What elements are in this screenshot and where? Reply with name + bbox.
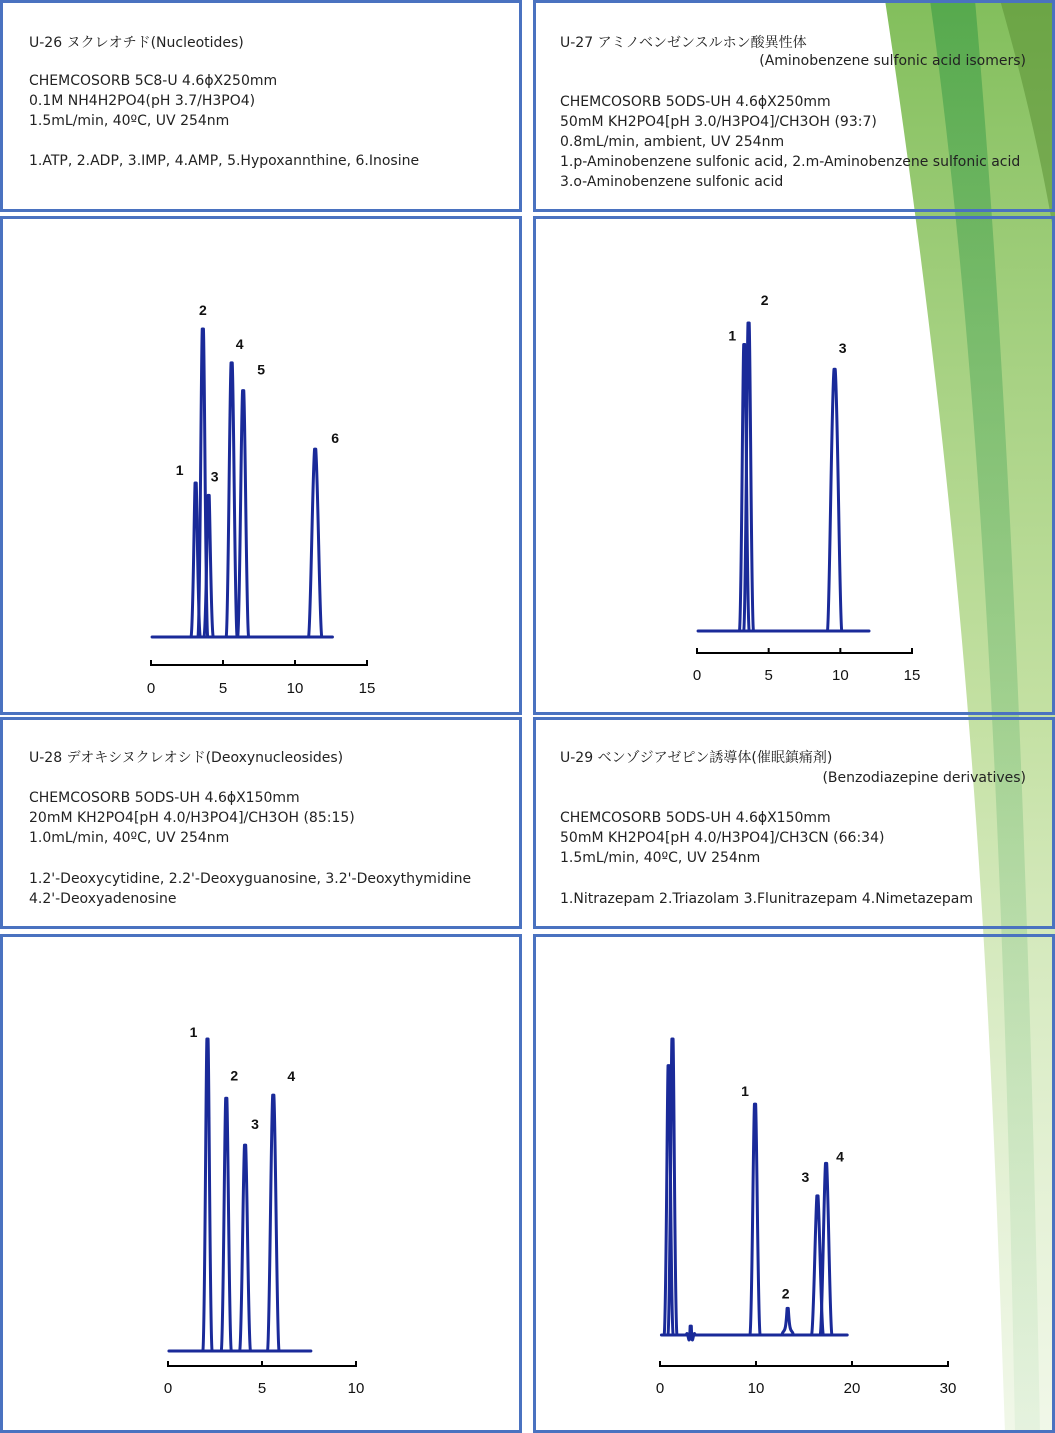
peak-label: 3 <box>801 1168 810 1185</box>
column-spec: CHEMCOSORB 5ODS-UH 4.6ϕX150mm <box>29 790 300 806</box>
x-tick-label: 10 <box>347 1380 365 1397</box>
peak-label: 6 <box>331 430 340 447</box>
peak-list: 1.Nitrazepam 2.Triazolam 3.Flunitrazepam 4.Nimetazepam <box>560 891 973 907</box>
chart-panel-u26 <box>0 216 522 715</box>
chart-panel-u28 <box>0 934 522 1433</box>
peak-label: 2 <box>760 292 769 308</box>
peak-2 <box>782 1308 794 1335</box>
info-panel-u28 <box>0 717 522 929</box>
x-tick-label: 5 <box>257 1380 267 1397</box>
panel-subtitle: (Benzodiazepine derivatives) <box>822 770 1026 786</box>
peak-label: 1 <box>728 327 737 344</box>
peak-6 <box>309 449 322 637</box>
info-panel-u26 <box>0 0 522 212</box>
peak-4 <box>226 363 237 637</box>
peak-label: 4 <box>836 1148 844 1165</box>
x-tick-label: 5 <box>764 667 773 684</box>
peak-unlabeled-2 <box>686 1326 695 1340</box>
chromatogram-u27 <box>536 219 1052 712</box>
chromatogram-u29 <box>536 937 1052 1430</box>
peak-1 <box>203 1039 212 1351</box>
conditions: 1.5mL/min, 40ºC, UV 254nm <box>560 850 761 866</box>
mobile-phase: 20mM KH2PO4[pH 4.0/H3PO4]/CH3OH (85:15) <box>29 810 355 826</box>
peak-4 <box>820 1163 832 1335</box>
peak-label: 4 <box>235 335 244 352</box>
chromatogram-u28 <box>3 937 519 1430</box>
peak-list-continued: 4.2'-Deoxyadenosine <box>29 891 177 907</box>
conditions: 0.8mL/min, ambient, UV 254nm <box>560 134 785 150</box>
x-tick-label: 5 <box>218 680 228 697</box>
x-tick-label: 15 <box>358 680 376 697</box>
panel-title: U-28 デオキシヌクレオシド(Deoxynucleosides) <box>29 750 344 766</box>
panel-subtitle: (Aminobenzene sulfonic acid isomers) <box>759 53 1026 69</box>
x-tick-label: 0 <box>655 1380 665 1397</box>
peak-list-continued: 3.o-Aminobenzene sulfonic acid <box>560 174 784 190</box>
info-panel-u27 <box>533 0 1055 212</box>
mobile-phase: 50mM KH2PO4[pH 3.0/H3PO4]/CH3OH (93:7) <box>560 114 877 130</box>
peak-4 <box>268 1095 280 1351</box>
x-tick-label: 10 <box>286 680 304 697</box>
x-tick-label: 10 <box>747 1380 765 1397</box>
x-tick-label: 0 <box>692 667 702 684</box>
peak-1 <box>750 1104 760 1335</box>
peak-label: 2 <box>198 302 207 318</box>
chromatogram-u26 <box>3 219 519 712</box>
peak-label: 3 <box>251 1116 259 1133</box>
x-tick-label: 0 <box>163 1380 173 1397</box>
peak-label: 2 <box>230 1067 239 1084</box>
peak-label: 3 <box>838 340 847 357</box>
x-tick-label: 15 <box>903 667 921 684</box>
column-spec: CHEMCOSORB 5ODS-UH 4.6ϕX250mm <box>560 94 831 110</box>
peak-label: 1 <box>189 1024 198 1040</box>
x-tick-label: 10 <box>831 667 849 684</box>
x-tick-label: 0 <box>146 680 156 697</box>
conditions: 1.5mL/min, 40ºC, UV 254nm <box>29 113 230 129</box>
panel-title: U-26 ヌクレオチド(Nucleotides) <box>29 35 244 51</box>
peak-label: 1 <box>175 462 184 478</box>
peak-list: 1.p-Aminobenzene sulfonic acid, 2.m-Aminobenzene sulfonic acid <box>560 154 1021 170</box>
conditions: 1.0mL/min, 40ºC, UV 254nm <box>29 830 230 846</box>
peak-label: 1 <box>741 1083 749 1100</box>
peak-3 <box>240 1145 251 1351</box>
peak-2 <box>221 1098 231 1351</box>
column-spec: CHEMCOSORB 5C8-U 4.6ϕX250mm <box>29 73 278 89</box>
panel-title: U-29 ベンゾジアゼピン誘導体(催眠鎮痛剤) <box>560 750 833 766</box>
chart-panel-u29 <box>533 934 1055 1433</box>
peak-5 <box>238 391 249 637</box>
peak-3 <box>827 369 841 631</box>
x-tick-label: 20 <box>843 1380 861 1397</box>
peak-list: 1.2'-Deoxycytidine, 2.2'-Deoxyguanosine, 3.2'-Deoxythymidine <box>29 871 472 887</box>
column-spec: CHEMCOSORB 5ODS-UH 4.6ϕX150mm <box>560 810 831 826</box>
info-panel-u29 <box>533 717 1055 929</box>
peak-label: 5 <box>257 361 266 378</box>
panel-title: U-27 アミノベンゼンスルホン酸異性体 <box>560 35 807 51</box>
mobile-phase: 0.1M NH4H2PO4(pH 3.7/H3PO4) <box>29 93 256 109</box>
peak-label: 2 <box>781 1285 790 1302</box>
peak-label: 3 <box>210 468 219 485</box>
chart-panel-u27 <box>533 216 1055 715</box>
x-tick-label: 30 <box>939 1380 957 1397</box>
peak-label: 4 <box>287 1068 296 1085</box>
peak-list: 1.ATP, 2.ADP, 3.IMP, 4.AMP, 5.Hypoxannthine, 6.Inosine <box>29 153 420 169</box>
mobile-phase: 50mM KH2PO4[pH 4.0/H3PO4]/CH3CN (66:34) <box>560 830 885 846</box>
